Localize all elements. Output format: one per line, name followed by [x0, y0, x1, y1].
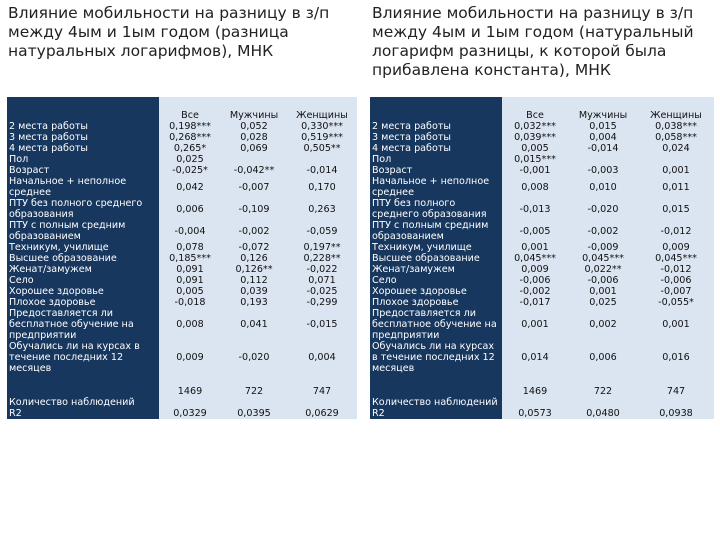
table-row	[7, 408, 357, 419]
value-women: 0,011	[638, 176, 714, 198]
table-row	[7, 242, 357, 253]
row-label: Село	[7, 275, 159, 286]
table-row	[7, 154, 357, 165]
row-label: Количество наблюдений	[7, 374, 159, 408]
value-men: -0,003	[568, 165, 638, 176]
value-all: -0,002	[502, 286, 568, 297]
value-men: 0,069	[221, 143, 287, 154]
row-label: 3 места работы	[370, 132, 502, 143]
table-row	[7, 374, 357, 408]
table-row	[370, 220, 714, 242]
table-row	[7, 341, 357, 374]
value-men: -0,006	[568, 275, 638, 286]
value-women: 0,519***	[287, 132, 357, 143]
right-table-body	[370, 121, 714, 419]
value-all: 0,006	[159, 198, 221, 220]
value-women: 0,197**	[287, 242, 357, 253]
header-label-cell	[7, 97, 159, 121]
header-men: Мужчины	[221, 97, 287, 121]
value-women: 0,058***	[638, 132, 714, 143]
value-men: -0,042**	[221, 165, 287, 176]
value-all: 0,198***	[159, 121, 221, 132]
value-women: 0,330***	[287, 121, 357, 132]
table-row	[370, 121, 714, 132]
table-row	[7, 308, 357, 341]
value-men: -0,009	[568, 242, 638, 253]
table-row	[370, 408, 714, 419]
value-women: -0,025	[287, 286, 357, 297]
value-all: 0,005	[502, 143, 568, 154]
value-men: 0,041	[221, 308, 287, 341]
row-label: Предоставляется ли бесплатное обучение на предприятии	[370, 308, 502, 341]
table-row	[370, 374, 714, 408]
value-all: 0,001	[502, 242, 568, 253]
row-label: Женат/замужем	[7, 264, 159, 275]
table-row	[7, 132, 357, 143]
row-label: Обучались ли на курсах в течение последних 12 месяцев	[370, 341, 502, 374]
row-label: 2 места работы	[370, 121, 502, 132]
value-all: -0,004	[159, 220, 221, 242]
value-women: 0,024	[638, 143, 714, 154]
value-all: 0,009	[502, 264, 568, 275]
table-row	[370, 297, 714, 308]
row-label: Плохое здоровье	[7, 297, 159, 308]
table-row	[7, 220, 357, 242]
value-men: 0,001	[568, 286, 638, 297]
table-row	[370, 286, 714, 297]
value-men: 0,010	[568, 176, 638, 198]
header-women: Женщины	[287, 97, 357, 121]
row-label: ПТУ с полным средним образованием	[7, 220, 159, 242]
value-women	[287, 154, 357, 165]
value-all: 0,025	[159, 154, 221, 165]
row-label: Пол	[7, 154, 159, 165]
value-all: 0,091	[159, 275, 221, 286]
row-label: Предоставляется ли бесплатное обучение на предприятии	[7, 308, 159, 341]
value-women: 0,263	[287, 198, 357, 220]
row-label: 2 места работы	[7, 121, 159, 132]
row-label: Высшее образование	[7, 253, 159, 264]
row-label: Хорошее здоровье	[370, 286, 502, 297]
value-women: -0,006	[638, 275, 714, 286]
value-all: 1469	[159, 374, 221, 408]
value-men: 0,006	[568, 341, 638, 374]
value-men: 0,028	[221, 132, 287, 143]
value-women: 0,071	[287, 275, 357, 286]
value-all: 0,078	[159, 242, 221, 253]
value-all: -0,017	[502, 297, 568, 308]
table-row	[370, 132, 714, 143]
value-women: -0,055*	[638, 297, 714, 308]
value-women: 0,0938	[638, 408, 714, 419]
table-row	[7, 286, 357, 297]
value-men: 0,002	[568, 308, 638, 341]
value-men: 0,025	[568, 297, 638, 308]
value-all: -0,001	[502, 165, 568, 176]
table-row	[370, 176, 714, 198]
row-label: Село	[370, 275, 502, 286]
value-women: 0,038***	[638, 121, 714, 132]
row-label: Обучались ли на курсах в течение последних 12 месяцев	[7, 341, 159, 374]
left-regression-table	[7, 97, 357, 419]
left-table-body	[7, 121, 357, 419]
row-label: Начальное + неполное среднее	[370, 176, 502, 198]
table-row	[7, 121, 357, 132]
value-men: 0,015	[568, 121, 638, 132]
row-label: Хорошее здоровье	[7, 286, 159, 297]
value-all: 0,0329	[159, 408, 221, 419]
table-row	[7, 165, 357, 176]
value-all: 0,265*	[159, 143, 221, 154]
value-all: 0,009	[159, 341, 221, 374]
value-men: 0,052	[221, 121, 287, 132]
value-all: -0,006	[502, 275, 568, 286]
right-title: Влияние мобильности на разницу в з/п между 4ым и 1ым годом (натуральный логарифм разницы, к которой была прибавлена константа), МНК	[372, 4, 694, 79]
value-men: 0,022**	[568, 264, 638, 275]
value-men: 0,193	[221, 297, 287, 308]
value-all: 0,015***	[502, 154, 568, 165]
value-women	[638, 154, 714, 165]
value-women: 0,001	[638, 165, 714, 176]
table-row	[370, 308, 714, 341]
header-label-cell	[370, 97, 502, 121]
row-label: R2	[370, 408, 502, 419]
table-row	[370, 275, 714, 286]
value-all: -0,005	[502, 220, 568, 242]
value-women: 747	[287, 374, 357, 408]
value-women: 0,045***	[638, 253, 714, 264]
value-all: 0,005	[159, 286, 221, 297]
table-row	[7, 198, 357, 220]
value-men	[568, 154, 638, 165]
row-label: R2	[7, 408, 159, 419]
value-all: 0,039***	[502, 132, 568, 143]
row-label: Пол	[370, 154, 502, 165]
value-women: 0,015	[638, 198, 714, 220]
value-men: -0,002	[221, 220, 287, 242]
table-row	[7, 143, 357, 154]
value-all: 0,001	[502, 308, 568, 341]
value-men: 0,045***	[568, 253, 638, 264]
value-men: -0,020	[221, 341, 287, 374]
table-row	[370, 165, 714, 176]
row-label: Количество наблюдений	[370, 374, 502, 408]
value-women: -0,012	[638, 264, 714, 275]
value-all: 0,185***	[159, 253, 221, 264]
row-label: Возраст	[370, 165, 502, 176]
value-men: -0,014	[568, 143, 638, 154]
table-row	[370, 242, 714, 253]
header-all: Все	[502, 97, 568, 121]
table-row	[370, 143, 714, 154]
row-label: Техникум, училище	[7, 242, 159, 253]
value-women: 0,001	[638, 308, 714, 341]
value-women: 0,0629	[287, 408, 357, 419]
value-men: 0,112	[221, 275, 287, 286]
row-label: Техникум, училище	[370, 242, 502, 253]
left-title: Влияние мобильности на разницу в з/п между 4ым и 1ым годом (разница натуральных логарифмов), МНК	[8, 4, 330, 60]
value-women: 0,004	[287, 341, 357, 374]
value-all: -0,013	[502, 198, 568, 220]
table-row	[370, 253, 714, 264]
value-women: -0,022	[287, 264, 357, 275]
value-all: 0,042	[159, 176, 221, 198]
value-women: 0,016	[638, 341, 714, 374]
table-row	[370, 198, 714, 220]
row-label: 4 места работы	[7, 143, 159, 154]
value-women: -0,012	[638, 220, 714, 242]
row-label: Высшее образование	[370, 253, 502, 264]
value-all: 0,0573	[502, 408, 568, 419]
value-all: 0,008	[159, 308, 221, 341]
table-row	[7, 275, 357, 286]
row-label: Женат/замужем	[370, 264, 502, 275]
value-women: -0,007	[638, 286, 714, 297]
value-men: -0,109	[221, 198, 287, 220]
table-row	[7, 253, 357, 264]
value-women: -0,299	[287, 297, 357, 308]
table-row	[370, 154, 714, 165]
table-row	[7, 176, 357, 198]
header-all: Все	[159, 97, 221, 121]
header-women: Женщины	[638, 97, 714, 121]
value-women: 0,228**	[287, 253, 357, 264]
value-all: -0,025*	[159, 165, 221, 176]
row-label: ПТУ без полного среднего образования	[370, 198, 502, 220]
value-men: -0,020	[568, 198, 638, 220]
right-regression-table	[370, 97, 714, 419]
row-label: ПТУ с полным средним образованием	[370, 220, 502, 242]
value-men: 0,039	[221, 286, 287, 297]
value-men: 0,126**	[221, 264, 287, 275]
value-all: 0,268***	[159, 132, 221, 143]
value-women: -0,059	[287, 220, 357, 242]
value-men: 0,0480	[568, 408, 638, 419]
value-men: 0,126	[221, 253, 287, 264]
value-men: -0,007	[221, 176, 287, 198]
row-label: ПТУ без полного среднего образования	[7, 198, 159, 220]
value-all: 0,032***	[502, 121, 568, 132]
value-all: 0,014	[502, 341, 568, 374]
value-men	[221, 154, 287, 165]
row-label: 3 места работы	[7, 132, 159, 143]
table-row	[7, 297, 357, 308]
row-label: 4 места работы	[370, 143, 502, 154]
row-label: Возраст	[7, 165, 159, 176]
value-women: 747	[638, 374, 714, 408]
value-women: 0,170	[287, 176, 357, 198]
header-men: Мужчины	[568, 97, 638, 121]
value-all: 1469	[502, 374, 568, 408]
row-label: Плохое здоровье	[370, 297, 502, 308]
value-women: -0,014	[287, 165, 357, 176]
value-men: 722	[221, 374, 287, 408]
row-label: Начальное + неполное среднее	[7, 176, 159, 198]
value-men: 722	[568, 374, 638, 408]
table-row	[370, 341, 714, 374]
table-row	[7, 264, 357, 275]
value-men: -0,072	[221, 242, 287, 253]
table-row	[370, 264, 714, 275]
value-men: 0,0395	[221, 408, 287, 419]
value-men: -0,002	[568, 220, 638, 242]
header-row	[7, 97, 357, 121]
value-men: 0,004	[568, 132, 638, 143]
header-row	[370, 97, 714, 121]
value-all: 0,091	[159, 264, 221, 275]
value-women: -0,015	[287, 308, 357, 341]
value-women: 0,505**	[287, 143, 357, 154]
value-all: 0,008	[502, 176, 568, 198]
value-all: 0,045***	[502, 253, 568, 264]
value-women: 0,009	[638, 242, 714, 253]
value-all: -0,018	[159, 297, 221, 308]
